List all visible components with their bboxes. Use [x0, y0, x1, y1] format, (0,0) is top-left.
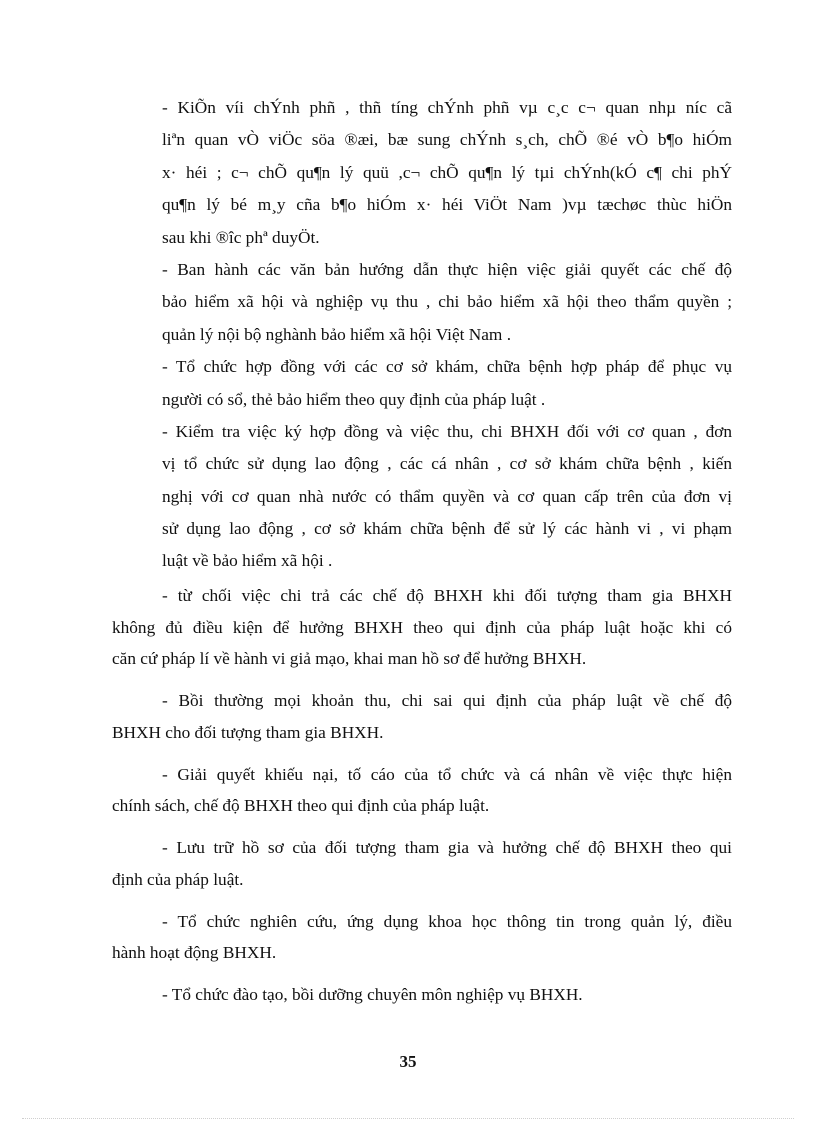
text-line: BHXH cho đối tượng tham gia BHXH.: [112, 722, 384, 742]
text-line: - Bồi thường mọi khoản thu, chi sai qui định của pháp luật về chế độ: [162, 691, 732, 710]
paragraph: [112, 759, 732, 822]
text-line: - Giải quyết khiếu nại, tố cáo của tổ chức và cá nhân về việc thực hiện: [162, 764, 732, 784]
text-line: - từ chối việc chi trả các chế độ BHXH khi đối tượng tham gia BHXH: [162, 586, 732, 605]
text-line: - KiÕn víi chÝnh phñ , thñ tíng chÝnh phñ vµ c¸c c¬ quan nhµ níc cã: [162, 98, 732, 117]
text-line: - Tổ chức đào tạo, bồi dưỡng chuyên môn nghiệp vụ BHXH.: [162, 985, 583, 1004]
text-line: x· héi ; c¬ chÕ qu¶n lý quü ,c¬ chÕ qu¶n lý tµi chÝnh(kÓ c¶ chi phÝ: [162, 162, 732, 182]
text-line: - Kiểm tra việc ký hợp đồng và việc thu, chi BHXH đối với cơ quan , đơn: [162, 421, 732, 441]
paragraph: [112, 906, 732, 969]
text-line: vị tổ chức sử dụng lao động , các cá nhân , cơ sở khám chữa bệnh , kiến: [162, 454, 732, 474]
text-line: - Ban hành các văn bản hướng dẫn thực hiện việc giải quyết các chế độ: [162, 259, 732, 279]
text-line: định của pháp luật.: [112, 869, 244, 889]
text-line: - Lưu trữ hồ sơ của đối tượng tham gia và hưởng chế độ BHXH theo qui: [162, 838, 732, 857]
text-line: căn cứ pháp lí về hành vi giả mạo, khai man hồ sơ để hưởng BHXH.: [112, 649, 587, 668]
text-line: - Tổ chức hợp đồng với các cơ sở khám, chữa bệnh hợp pháp để phục vụ: [162, 357, 732, 377]
text-line: - Tổ chức nghiên cứu, ứng dụng khoa học thông tin trong quản lý, điều: [162, 911, 732, 931]
paragraph: [112, 979, 732, 1011]
text-line: qu¶n lý bé m¸y cña b¶o hiÓm x· héi ViÖt Nam )vµ tæchøc thùc hiÖn: [162, 195, 732, 215]
paragraph: [112, 832, 732, 895]
text-line: luật về bảo hiểm xã hội .: [162, 551, 333, 571]
page-number: 35: [399, 1052, 417, 1071]
paragraph: [112, 685, 732, 748]
duties-list-bottom: [112, 580, 732, 1021]
text-line: sau khi ®îc phª duyÖt.: [162, 227, 320, 247]
text-line: nghị với cơ quan nhà nước có thẩm quyền và cơ quan cấp trên của đơn vị: [162, 486, 732, 506]
duties-list-top: [162, 92, 732, 578]
text-line: quản lý nội bộ nghành bảo hiểm xã hội Việt Nam .: [162, 324, 512, 344]
page-footer-divider: [22, 1118, 794, 1119]
text-line: bảo hiểm xã hội và nghiệp vụ thu , chi bảo hiểm xã hội theo thẩm quyền ;: [162, 292, 732, 312]
text-line: hành hoạt động BHXH.: [112, 943, 277, 962]
text-line: người có sổ, thẻ bảo hiểm theo quy định của pháp luật .: [162, 389, 546, 409]
text-line: không đủ điều kiện để hưởng BHXH theo qui định của pháp luật hoặc khi có: [112, 617, 732, 637]
text-line: sử dụng lao động , cơ sở khám chữa bệnh để sử lý các hành vi , vi phạm: [162, 519, 732, 539]
text-line: chính sách, chế độ BHXH theo qui định của pháp luật.: [112, 796, 490, 815]
paragraph: [112, 580, 732, 675]
text-line: liªn quan vÒ viÖc söa ®æi, bæ sung chÝnh s¸ch, chÕ ®é vÒ b¶o hiÓm: [162, 130, 732, 150]
